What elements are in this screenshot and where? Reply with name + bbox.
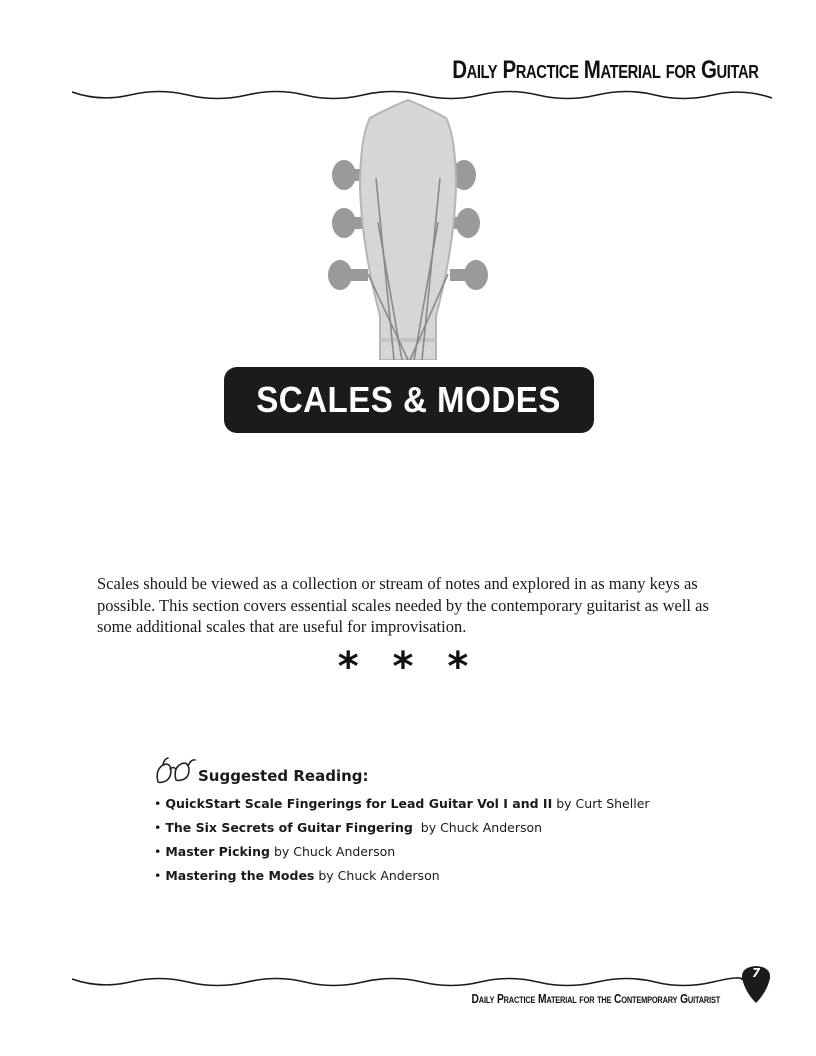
suggested-reading <box>154 752 714 888</box>
intro-paragraph: Scales should be viewed as a collection or stream of notes and explored in as many keys as possible. This section covers essential scales needed by the contemporary guitarist as well as some additional scales that are useful for improvisation. <box>97 574 709 636</box>
list-item: • Mastering the Modes by Chuck Anderson <box>154 868 440 883</box>
list-item: • Master Picking by Chuck Anderson <box>154 844 396 859</box>
book-title: Master Picking <box>165 844 270 859</box>
reading-glasses-icon <box>154 756 196 786</box>
wavy-divider-bottom <box>72 970 772 992</box>
suggested-reading-title: Suggested Reading: <box>198 767 369 785</box>
book-title: QuickStart Scale Fingerings for Lead Guitar Vol I and II <box>165 796 553 811</box>
book-title: Mastering the Modes <box>165 868 315 883</box>
book-author: by Chuck Anderson <box>273 844 396 859</box>
header-title: Daily Practice Material for Guitar <box>451 56 758 84</box>
footer-title: Daily Practice Material for the Contemporary Guitarist <box>471 992 720 1006</box>
list-item: • QuickStart Scale Fingerings for Lead Guitar Vol I and II by Curt Sheller <box>154 796 650 811</box>
section-title-banner <box>224 367 594 433</box>
reading-list <box>154 792 714 888</box>
guitar-headstock-icon <box>318 98 498 360</box>
list-item: • The Six Secrets of Guitar Fingering by Chuck Anderson <box>154 820 543 835</box>
book-title: The Six Secrets of Guitar Fingering <box>165 820 413 835</box>
section-title: SCALES & MODES <box>256 379 562 420</box>
book-author: by Chuck Anderson <box>318 868 440 883</box>
suggested-reading-header <box>154 752 714 786</box>
asterisk-separator: * * * <box>337 644 479 690</box>
page-number: 7 <box>751 966 761 980</box>
book-author: by Chuck Anderson <box>420 820 543 835</box>
book-author: by Curt Sheller <box>556 796 650 811</box>
